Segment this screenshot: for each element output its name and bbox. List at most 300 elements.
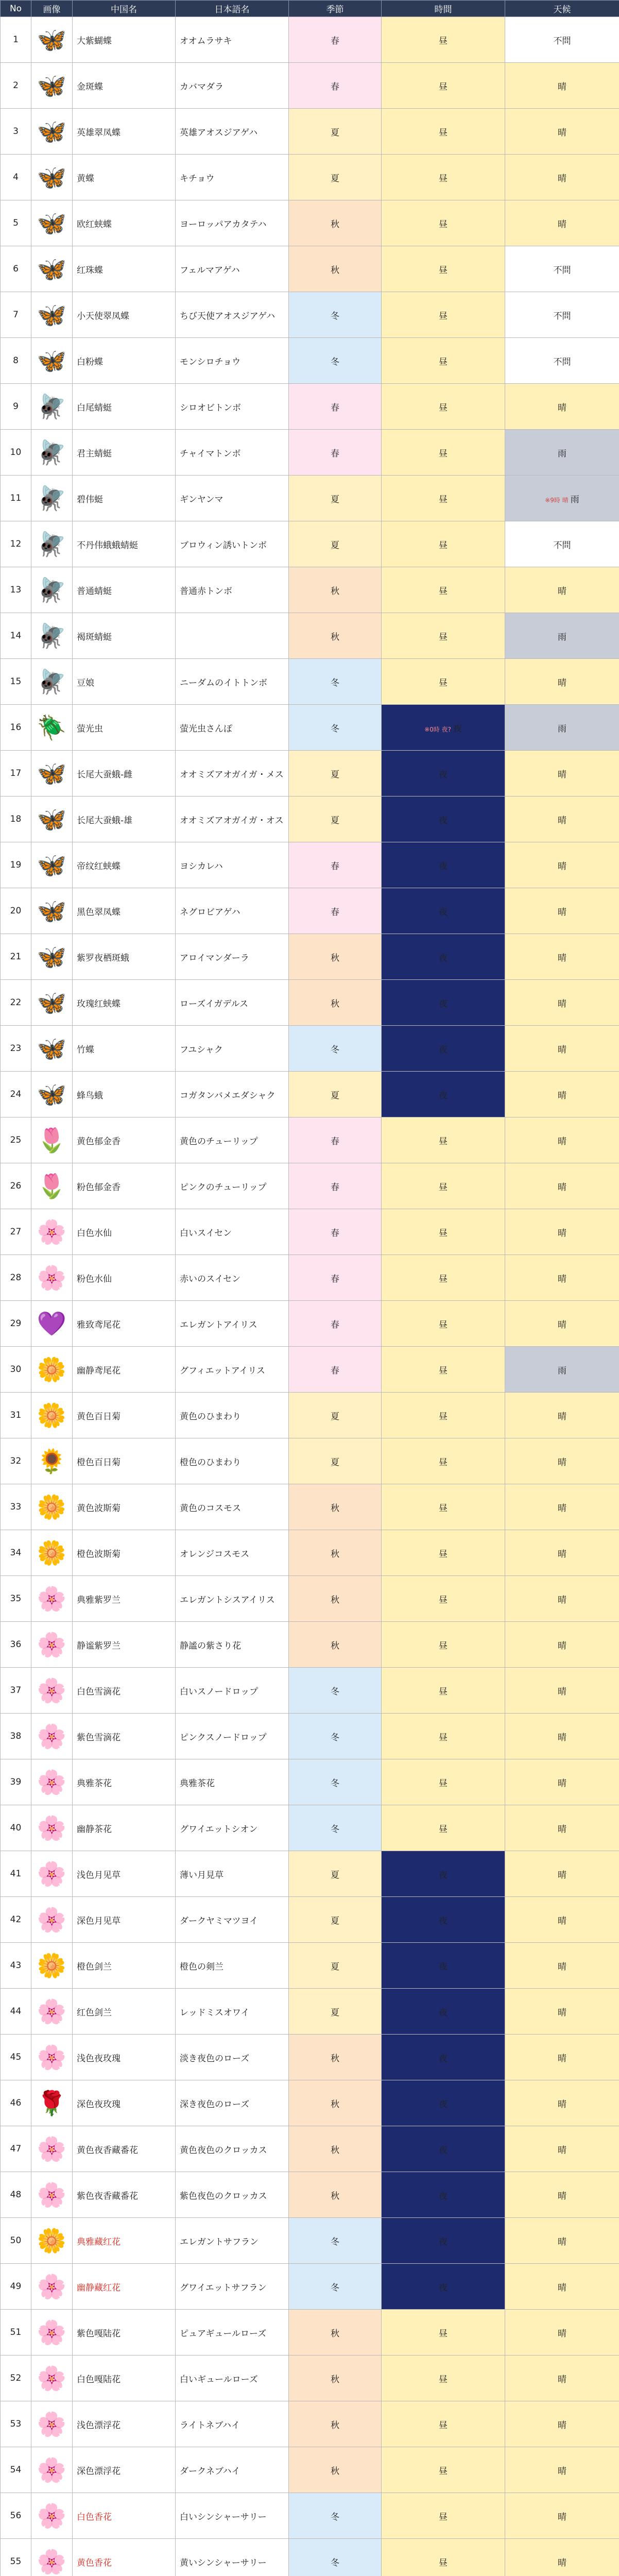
cell-time[interactable] [382,430,505,476]
cell-time[interactable] [382,1301,505,1347]
cell-no[interactable] [1,1805,31,1851]
cell-season[interactable] [289,2126,382,2172]
cell-japanese-name[interactable] [176,1943,289,1989]
cell-season[interactable] [289,63,382,109]
cell-image[interactable] [31,796,73,842]
cell-no[interactable] [1,1484,31,1530]
cell-japanese-name[interactable] [176,476,289,521]
cell-time[interactable] [382,2126,505,2172]
cell-japanese-name[interactable] [176,2493,289,2539]
cell-image[interactable] [31,751,73,796]
cell-season[interactable] [289,430,382,476]
cell-no[interactable] [1,63,31,109]
cell-season[interactable] [289,292,382,338]
cell-time[interactable] [382,1117,505,1163]
cell-season[interactable] [289,567,382,613]
cell-japanese-name[interactable] [176,1484,289,1530]
header-season[interactable]: 季節 [289,1,382,17]
cell-season[interactable] [289,1805,382,1851]
cell-no[interactable] [1,1026,31,1072]
cell-season[interactable] [289,2401,382,2447]
cell-japanese-name[interactable] [176,1072,289,1117]
cell-time[interactable] [382,659,505,705]
cell-japanese-name[interactable] [176,1163,289,1209]
cell-time[interactable] [382,338,505,384]
cell-no[interactable] [1,1347,31,1393]
cell-japanese-name[interactable] [176,1530,289,1576]
cell-season[interactable] [289,1576,382,1622]
cell-image[interactable] [31,1759,73,1805]
cell-image[interactable] [31,613,73,659]
cell-weather[interactable] [505,705,619,751]
cell-no[interactable] [1,1393,31,1438]
cell-weather[interactable] [505,2447,619,2493]
cell-chinese-name[interactable] [73,1530,176,1576]
cell-chinese-name[interactable] [73,521,176,567]
cell-image[interactable] [31,1484,73,1530]
cell-chinese-name[interactable] [73,109,176,155]
cell-image[interactable] [31,1026,73,1072]
cell-chinese-name[interactable] [73,1759,176,1805]
cell-japanese-name[interactable] [176,1851,289,1897]
cell-weather[interactable] [505,155,619,200]
cell-weather[interactable] [505,2264,619,2310]
cell-no[interactable] [1,1714,31,1759]
cell-no[interactable] [1,476,31,521]
cell-chinese-name[interactable] [73,659,176,705]
cell-season[interactable] [289,1851,382,1897]
cell-no[interactable] [1,1759,31,1805]
cell-weather[interactable] [505,1851,619,1897]
cell-japanese-name[interactable] [176,567,289,613]
cell-weather[interactable] [505,2126,619,2172]
header-weather[interactable]: 天候 [505,1,619,17]
cell-image[interactable] [31,2401,73,2447]
cell-image[interactable] [31,1897,73,1943]
cell-image[interactable] [31,2218,73,2264]
cell-japanese-name[interactable] [176,980,289,1026]
cell-japanese-name[interactable] [176,2355,289,2401]
cell-japanese-name[interactable] [176,888,289,934]
cell-weather[interactable] [505,1714,619,1759]
cell-no[interactable] [1,1943,31,1989]
cell-season[interactable] [289,1209,382,1255]
cell-chinese-name[interactable] [73,17,176,63]
cell-season[interactable] [289,521,382,567]
cell-image[interactable] [31,1989,73,2035]
cell-time[interactable] [382,796,505,842]
cell-image[interactable] [31,1622,73,1668]
cell-weather[interactable] [505,1255,619,1301]
cell-season[interactable] [289,1622,382,1668]
cell-image[interactable] [31,338,73,384]
cell-weather[interactable] [505,2539,619,2576]
cell-image[interactable] [31,1851,73,1897]
cell-weather[interactable] [505,1576,619,1622]
header-time[interactable]: 時間 [382,1,505,17]
cell-japanese-name[interactable] [176,200,289,246]
cell-time[interactable] [382,567,505,613]
cell-season[interactable] [289,1714,382,1759]
cell-weather[interactable] [505,1072,619,1117]
cell-season[interactable] [289,1530,382,1576]
cell-time[interactable] [382,1851,505,1897]
cell-time[interactable] [382,934,505,980]
cell-image[interactable] [31,980,73,1026]
cell-image[interactable] [31,934,73,980]
cell-time[interactable] [382,842,505,888]
cell-image[interactable] [31,2080,73,2126]
cell-japanese-name[interactable] [176,934,289,980]
cell-season[interactable] [289,796,382,842]
cell-season[interactable] [289,613,382,659]
cell-season[interactable] [289,1393,382,1438]
cell-time[interactable] [382,200,505,246]
cell-time[interactable] [382,2355,505,2401]
cell-time[interactable] [382,246,505,292]
cell-no[interactable] [1,1668,31,1714]
cell-no[interactable] [1,751,31,796]
cell-japanese-name[interactable] [176,1438,289,1484]
cell-time[interactable] [382,2447,505,2493]
cell-chinese-name[interactable] [73,980,176,1026]
cell-time[interactable] [382,1714,505,1759]
cell-image[interactable] [31,1943,73,1989]
cell-weather[interactable] [505,1484,619,1530]
cell-weather[interactable] [505,476,619,521]
cell-chinese-name[interactable] [73,1851,176,1897]
cell-chinese-name[interactable] [73,1072,176,1117]
cell-season[interactable] [289,2310,382,2355]
cell-weather[interactable] [505,1163,619,1209]
cell-japanese-name[interactable] [176,1897,289,1943]
cell-no[interactable] [1,2539,31,2576]
cell-image[interactable] [31,1438,73,1484]
cell-season[interactable] [289,246,382,292]
cell-image[interactable] [31,1163,73,1209]
cell-chinese-name[interactable] [73,2493,176,2539]
cell-no[interactable] [1,888,31,934]
cell-image[interactable] [31,1347,73,1393]
cell-season[interactable] [289,842,382,888]
cell-no[interactable] [1,934,31,980]
cell-season[interactable] [289,384,382,430]
cell-image[interactable] [31,63,73,109]
cell-no[interactable] [1,1897,31,1943]
cell-japanese-name[interactable] [176,1805,289,1851]
cell-no[interactable] [1,2126,31,2172]
cell-japanese-name[interactable] [176,1576,289,1622]
cell-chinese-name[interactable] [73,796,176,842]
cell-no[interactable] [1,1530,31,1576]
cell-image[interactable] [31,2172,73,2218]
cell-image[interactable] [31,521,73,567]
cell-season[interactable] [289,17,382,63]
cell-chinese-name[interactable] [73,476,176,521]
cell-japanese-name[interactable] [176,17,289,63]
cell-weather[interactable] [505,63,619,109]
cell-chinese-name[interactable] [73,1714,176,1759]
cell-no[interactable] [1,246,31,292]
cell-japanese-name[interactable] [176,751,289,796]
cell-japanese-name[interactable] [176,796,289,842]
cell-season[interactable] [289,1255,382,1301]
cell-season[interactable] [289,200,382,246]
cell-image[interactable] [31,476,73,521]
cell-image[interactable] [31,1072,73,1117]
cell-weather[interactable] [505,1117,619,1163]
cell-season[interactable] [289,2035,382,2080]
cell-chinese-name[interactable] [73,155,176,200]
cell-time[interactable] [382,2493,505,2539]
cell-chinese-name[interactable] [73,1668,176,1714]
cell-no[interactable] [1,980,31,1026]
cell-image[interactable] [31,1805,73,1851]
cell-chinese-name[interactable] [73,934,176,980]
cell-season[interactable] [289,1897,382,1943]
cell-image[interactable] [31,1576,73,1622]
cell-weather[interactable] [505,1438,619,1484]
cell-chinese-name[interactable] [73,63,176,109]
cell-chinese-name[interactable] [73,1209,176,1255]
cell-chinese-name[interactable] [73,384,176,430]
cell-japanese-name[interactable] [176,338,289,384]
header-japanese-name[interactable]: 日本語名 [176,1,289,17]
cell-chinese-name[interactable] [73,2126,176,2172]
cell-image[interactable] [31,2493,73,2539]
cell-time[interactable] [382,705,505,751]
cell-weather[interactable] [505,2218,619,2264]
cell-weather[interactable] [505,2310,619,2355]
cell-no[interactable] [1,1851,31,1897]
cell-chinese-name[interactable] [73,1989,176,2035]
cell-chinese-name[interactable] [73,200,176,246]
cell-image[interactable] [31,1668,73,1714]
cell-weather[interactable] [505,521,619,567]
cell-weather[interactable] [505,842,619,888]
cell-chinese-name[interactable] [73,338,176,384]
cell-time[interactable] [382,1393,505,1438]
cell-weather[interactable] [505,980,619,1026]
cell-japanese-name[interactable] [176,1714,289,1759]
cell-time[interactable] [382,1072,505,1117]
cell-time[interactable] [382,1484,505,1530]
cell-season[interactable] [289,2172,382,2218]
cell-season[interactable] [289,1026,382,1072]
cell-time[interactable] [382,2264,505,2310]
cell-weather[interactable] [505,292,619,338]
cell-time[interactable] [382,1668,505,1714]
cell-image[interactable] [31,1301,73,1347]
cell-image[interactable] [31,567,73,613]
cell-chinese-name[interactable] [73,1255,176,1301]
cell-image[interactable] [31,659,73,705]
cell-japanese-name[interactable] [176,2447,289,2493]
cell-chinese-name[interactable] [73,1576,176,1622]
cell-japanese-name[interactable] [176,2264,289,2310]
cell-season[interactable] [289,2264,382,2310]
cell-season[interactable] [289,2218,382,2264]
cell-no[interactable] [1,567,31,613]
cell-weather[interactable] [505,200,619,246]
cell-no[interactable] [1,2310,31,2355]
cell-time[interactable] [382,155,505,200]
cell-weather[interactable] [505,2355,619,2401]
cell-weather[interactable] [505,17,619,63]
cell-no[interactable] [1,155,31,200]
cell-japanese-name[interactable] [176,246,289,292]
cell-time[interactable] [382,1163,505,1209]
cell-image[interactable] [31,109,73,155]
cell-japanese-name[interactable] [176,1622,289,1668]
cell-japanese-name[interactable] [176,2310,289,2355]
cell-weather[interactable] [505,2172,619,2218]
cell-time[interactable] [382,1026,505,1072]
cell-time[interactable] [382,1438,505,1484]
cell-no[interactable] [1,1117,31,1163]
header-no[interactable]: No [1,1,31,17]
cell-image[interactable] [31,2310,73,2355]
cell-no[interactable] [1,292,31,338]
cell-image[interactable] [31,384,73,430]
cell-weather[interactable] [505,888,619,934]
cell-weather[interactable] [505,2035,619,2080]
cell-no[interactable] [1,2080,31,2126]
cell-chinese-name[interactable] [73,2172,176,2218]
cell-japanese-name[interactable] [176,2218,289,2264]
cell-time[interactable] [382,17,505,63]
cell-japanese-name[interactable] [176,2126,289,2172]
cell-chinese-name[interactable] [73,2401,176,2447]
cell-chinese-name[interactable] [73,1393,176,1438]
cell-season[interactable] [289,2539,382,2576]
cell-season[interactable] [289,155,382,200]
cell-season[interactable] [289,2080,382,2126]
cell-no[interactable] [1,2447,31,2493]
cell-japanese-name[interactable] [176,2539,289,2576]
cell-weather[interactable] [505,659,619,705]
cell-season[interactable] [289,476,382,521]
cell-time[interactable] [382,2218,505,2264]
cell-no[interactable] [1,1072,31,1117]
cell-no[interactable] [1,430,31,476]
cell-weather[interactable] [505,613,619,659]
cell-chinese-name[interactable] [73,2264,176,2310]
cell-image[interactable] [31,292,73,338]
cell-time[interactable] [382,1759,505,1805]
cell-season[interactable] [289,705,382,751]
cell-weather[interactable] [505,246,619,292]
cell-time[interactable] [382,2539,505,2576]
cell-season[interactable] [289,1484,382,1530]
cell-time[interactable] [382,1255,505,1301]
cell-image[interactable] [31,1714,73,1759]
cell-time[interactable] [382,751,505,796]
cell-japanese-name[interactable] [176,659,289,705]
cell-no[interactable] [1,613,31,659]
cell-chinese-name[interactable] [73,1897,176,1943]
cell-weather[interactable] [505,2080,619,2126]
cell-japanese-name[interactable] [176,1209,289,1255]
cell-no[interactable] [1,200,31,246]
cell-weather[interactable] [505,1805,619,1851]
cell-image[interactable] [31,1393,73,1438]
cell-chinese-name[interactable] [73,1943,176,1989]
cell-weather[interactable] [505,338,619,384]
cell-no[interactable] [1,1438,31,1484]
cell-image[interactable] [31,2355,73,2401]
cell-season[interactable] [289,2493,382,2539]
cell-chinese-name[interactable] [73,1347,176,1393]
cell-japanese-name[interactable] [176,1117,289,1163]
cell-season[interactable] [289,2447,382,2493]
cell-image[interactable] [31,430,73,476]
cell-time[interactable] [382,1622,505,1668]
cell-weather[interactable] [505,1301,619,1347]
cell-no[interactable] [1,659,31,705]
cell-chinese-name[interactable] [73,1484,176,1530]
cell-season[interactable] [289,659,382,705]
cell-no[interactable] [1,2264,31,2310]
cell-japanese-name[interactable] [176,1393,289,1438]
cell-season[interactable] [289,1163,382,1209]
cell-season[interactable] [289,1438,382,1484]
cell-japanese-name[interactable] [176,1255,289,1301]
header-chinese-name[interactable]: 中国名 [73,1,176,17]
cell-japanese-name[interactable] [176,109,289,155]
cell-season[interactable] [289,1347,382,1393]
cell-season[interactable] [289,1943,382,1989]
cell-time[interactable] [382,1530,505,1576]
cell-chinese-name[interactable] [73,2080,176,2126]
cell-time[interactable] [382,2080,505,2126]
cell-image[interactable] [31,1255,73,1301]
cell-image[interactable] [31,2447,73,2493]
cell-weather[interactable] [505,1759,619,1805]
cell-season[interactable] [289,1759,382,1805]
cell-weather[interactable] [505,1026,619,1072]
cell-season[interactable] [289,1301,382,1347]
cell-no[interactable] [1,2218,31,2264]
cell-weather[interactable] [505,796,619,842]
cell-no[interactable] [1,109,31,155]
cell-japanese-name[interactable] [176,2035,289,2080]
cell-season[interactable] [289,1072,382,1117]
cell-time[interactable] [382,63,505,109]
cell-image[interactable] [31,17,73,63]
cell-chinese-name[interactable] [73,888,176,934]
cell-image[interactable] [31,155,73,200]
cell-japanese-name[interactable] [176,2401,289,2447]
cell-time[interactable] [382,1805,505,1851]
cell-time[interactable] [382,2401,505,2447]
cell-time[interactable] [382,2035,505,2080]
cell-weather[interactable] [505,1897,619,1943]
cell-no[interactable] [1,2035,31,2080]
cell-image[interactable] [31,888,73,934]
cell-japanese-name[interactable] [176,63,289,109]
cell-no[interactable] [1,705,31,751]
cell-chinese-name[interactable] [73,2447,176,2493]
cell-chinese-name[interactable] [73,246,176,292]
cell-no[interactable] [1,2355,31,2401]
cell-season[interactable] [289,1668,382,1714]
cell-image[interactable] [31,200,73,246]
cell-japanese-name[interactable] [176,1668,289,1714]
cell-image[interactable] [31,2035,73,2080]
cell-japanese-name[interactable] [176,2080,289,2126]
cell-weather[interactable] [505,1668,619,1714]
